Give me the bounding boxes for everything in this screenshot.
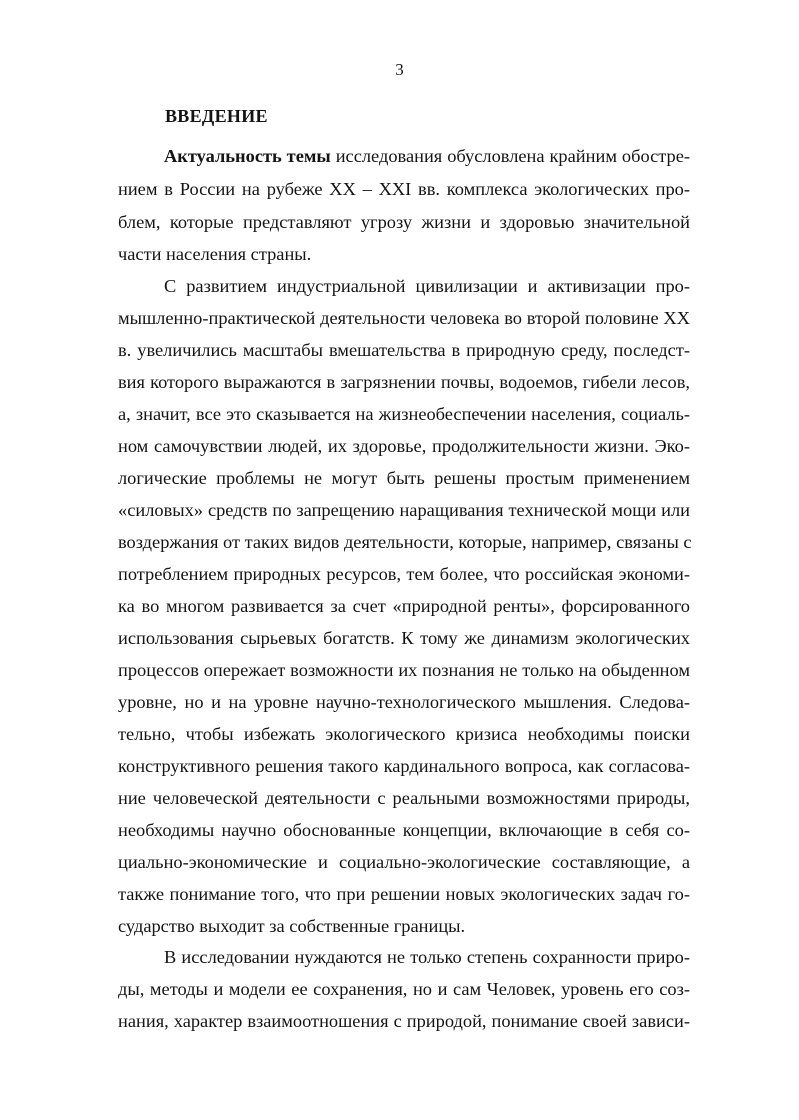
line-text: В исследовании нуждаются не только степень сохранности приро- xyxy=(164,947,690,967)
line-text: части населения страны. xyxy=(118,244,312,264)
line-text: воздержания от таких видов деятельности, которые, например, связаны с xyxy=(118,532,692,552)
line-text: сударство выходит за собственные границы. xyxy=(118,916,466,936)
line-text: исследования обусловлена крайним обостре- xyxy=(330,146,691,166)
line-text: ние человеческой деятельности с реальными возможностями природы, xyxy=(118,788,690,808)
line-text: а, значит, все это сказывается на жизнеобеспечении населения, социаль- xyxy=(118,404,690,424)
line-text: ном самочувствии людей, их здоровье, продолжительности жизни. Эко- xyxy=(118,436,690,456)
line-text: «силовых» средств по запрещению наращивания технической мощи или xyxy=(118,500,690,520)
line-text: мышленно-практической деятельности человека во второй половине XX xyxy=(118,308,690,328)
line-text: ды, методы и модели ее сохранения, но и сам Человек, уровень его соз- xyxy=(118,979,690,999)
line-text: циально-экономические и социально-экологические составляющие, а xyxy=(118,852,690,872)
section-heading: ВВЕДЕНИЕ xyxy=(165,106,268,126)
line-text: вия которого выражаются в загрязнении почвы, водоемов, гибели лесов, xyxy=(118,372,690,392)
line-text: также понимание того, что при решении новых экологических задач го- xyxy=(118,884,690,904)
line-text: процессов опережает возможности их познания не только на обыденном xyxy=(118,660,690,680)
line-text: блем, которые представляют угрозу жизни и здоровью значительной xyxy=(118,212,690,232)
line-text: в. увеличились масштабы вмешательства в природную среду, последст- xyxy=(118,340,690,360)
line-text: нием в России на рубеже XX – XXI вв. комплекса экологических про- xyxy=(118,179,690,199)
line-text: тельно, чтобы избежать экологического кризиса необходимы поиски xyxy=(118,724,690,744)
line-text: конструктивного решения такого кардинального вопроса, как согласова- xyxy=(118,756,690,776)
line-text: необходимы научно обоснованные концепции, включающие в себя со- xyxy=(118,820,690,840)
line-text: потреблением природных ресурсов, тем более, что российская экономи- xyxy=(118,564,690,584)
line-text: С развитием индустриальной цивилизации и активизации про- xyxy=(164,276,690,296)
page-number: 3 xyxy=(395,60,404,79)
lead-term: Актуальность темы xyxy=(164,146,331,166)
line-text: уровне, но и на уровне научно-технологического мышления. Следова- xyxy=(118,692,690,712)
line-text: логические проблемы не могут быть решены простым применением xyxy=(118,468,690,488)
line-text: использования сырьевых богатств. К тому же динамизм экологических xyxy=(118,628,690,648)
line-text: ка во многом развивается за счет «природной ренты», форсированного xyxy=(118,596,690,616)
line-text: нания, характер взаимоотношения с природой, понимание своей зависи- xyxy=(118,1011,690,1031)
